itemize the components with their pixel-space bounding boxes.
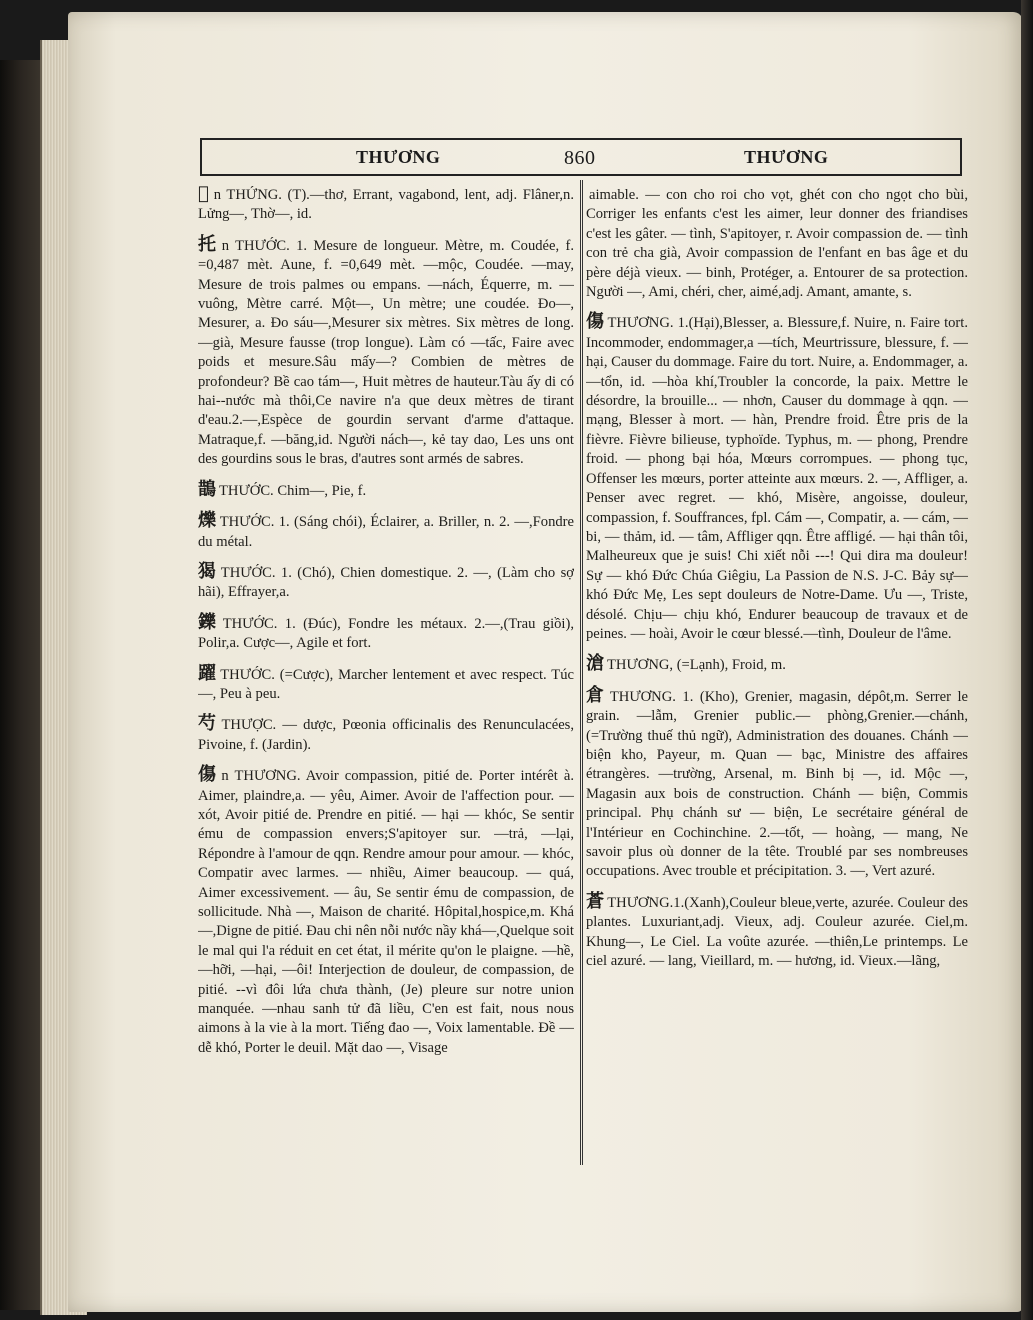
entry-text: THƯỢC. — dược, Pœonia officinalis des Renunculacées, Pivoine, f. (Jardin). — [198, 717, 574, 753]
entry-char: 猲 — [198, 560, 218, 582]
entry-text: n THƯƠNG. Avoir compassion, pitié de. Porter intérêt à. Aimer, plaindre,a. — yêu, Aimer. Avoir de l'affection pour. — xót, Avoir pitié de. Prendre en pitié. — hại — khóc, Se sentir ému de compassion envers;S'apitoyer sur. —trả, —lại, Répondre à l'amour de qqn. Rendre amour pour amour. — khóc, Compatir avec larmes. — nhiều, Aimer beaucoup. — quá, Aimer excessivement. — âu, Se sentir ému de compassion, de sollicitude. Nhà —, Maison de charité. Hôpital,hospice,m. Khá—,Digne de pitié. Đau chi nên nỗi nước nầy khá—,Quelque soit le mal qui l'a réduit en cet état, il mérite qu'on le plaigne. —hề, —hỡi, —hại, —ôi! Interjection de douleur, de compassion, de pitié. --vì đôi lứa chưa thành, (Je) pleure sur notre union manquée. —nhau sanh tử đã liều, C'en est fait, nous nous aimons à la vie à la mort. Tiếng đao —, Voix lamentable. Đề — dễ khó, Porter le deuil. Mặt dao —, Visage — [198, 768, 574, 1056]
entry-text: THƯỚC. (=Cược), Marcher lentement et avec respect. Túc—, Peu à peu. — [198, 666, 574, 702]
entry-char: 鵲 — [198, 478, 216, 500]
entry — [198, 511, 574, 552]
entry — [586, 312, 968, 644]
entry-char: 爍 — [198, 510, 217, 532]
entry-char: 躍 — [198, 662, 218, 684]
entry-char: 芍 — [198, 713, 219, 735]
entry — [198, 664, 574, 705]
entry — [586, 654, 968, 675]
entry-text: THƯỚC. 1. (Sáng chói), Éclairer, a. Briller, n. 2. —,Fondre du métal. — [198, 514, 574, 550]
entry — [198, 714, 574, 755]
entry-text: aimable. — con cho roi cho vọt, ghét con cho ngọt cho bùi, Corriger les enfants c'est les aimer, leur donner des friandises c'est les gâter. — tình, S'apitoyer, r. Avoir compassion de. — tình con trẻ cha già, Avoir compassion de l'enfant en bas âge et du père déjà vieux. — binh, Protéger, a. Entourer de sa protection. Người —, Ami, chéri, cher, aimé,adj. Amant, amante, s. — [586, 187, 968, 301]
entry-text: THƯỚC. Chim—, Pie, f. — [219, 482, 367, 499]
left-column — [198, 184, 574, 1169]
entry-text: THƯỚC. 1. (Đúc), Fondre les métaux. 2.—,(Trau giồi), Polir,a. Cược—, Agile et fort. — [198, 615, 574, 652]
entry-char: 傷 — [586, 311, 605, 333]
entry — [586, 892, 968, 972]
page-number: 860 — [564, 147, 596, 169]
entry — [198, 235, 574, 470]
entry — [198, 562, 574, 603]
entry-text: n THỨNG. (T).—thơ, Errant, vagabond, lent, adj. Flâner,n. Lửng—, Thờ—, id. — [198, 187, 574, 223]
entry-char: 蒼 — [586, 890, 605, 912]
column-divider — [580, 180, 583, 1165]
entry — [198, 480, 574, 501]
entry — [198, 613, 574, 654]
right-shadow — [1021, 0, 1033, 1320]
entry-char: 𠺟 — [198, 184, 211, 204]
entry-char: 滄 — [586, 653, 604, 675]
entry — [198, 765, 574, 1058]
entry-text: THƯƠNG. 1.(Hại),Blesser, a. Blessure,f. Nuire, n. Faire tort. Incommoder, endommager,a —tích, Meurtrissure, blessure, f. —hại, Causer du dommage. Faire du tort. Nuire, a. Endommager, a. —tổn, id. —hòa khí,Troubler la concorde, la paix. Mettre le désordre, la brouille... — nhơn, Causer du dommage à qqn. — mạng, Blesser à mort. — hàn, Prendre froid. Être pris de la fièvre. Fièvre bilieuse, typhoïde. Typhus, m. — phong, Prendre froid. — phong bại hóa, Mœurs corrompues. — phong tục, Offenser les mœurs, porter atteinte aux mœurs. 2. —, Affliger, a. Penser avec regret. — khó, Misère, angoisse, douleur, compassion, f. Souffrances, fpl. Cám —, Compatir, a. — cám, — bi, — thảm, id. — tâm, Affliger qqn. Être affligé. — hại thân tôi, Malheureux que je suis! Chi xiết nỗi ---! Qui dira ma douleur! Sự — khó Đức Chúa Giêgiu, La Passion de N.S. J-C. Bảy sự— khó Đức Mẹ, Les sept douleurs de Notre-Dame. Ưu —, Triste, désolé. Chịu— chịu khó, Endurer beaucoup de travaux et de peines. — hoài, Avoir le cœur blessé.—tình, Douleur de l'âme. — [586, 315, 968, 642]
header-right-word: THƯƠNG — [744, 147, 829, 167]
entry-char: 托 — [198, 233, 219, 255]
entry-text: n THƯỚC. 1. Mesure de longueur. Mètre, m. Coudée, f. =0,487 mèt. Aune, f. =0,649 mèt. —mộc, Coudée. —may, Mesure de trois palmes ou empans. —nách, Équerre, m. —vuông, Mètre carré. Một—, Un mètre; une coudée. Đo—, Mesurer, a. Đo sáu—,Mesurer six mètres. Six mètres de long. —già, Mesure fausse (trop longue). Làm có —tấc, Faire avec poids et mesure.Sâu mấy—? Combien de mètres de profondeur? Bề cao tám—, Huit mètres de hauteur.Tàu ấy di có hai--nước mà thôi,Ce navire n'a que deux mètres de tirant d'eau.2.—,Espèce de gourdin servant d'arme d'attaque. Matraque,f. —băng,id. Người nách—, kẻ tay dao, Les uns ont des gourdins sous le bras, d'autres sont armés de sabres. — [198, 237, 574, 468]
right-column — [586, 184, 968, 1169]
entry-text: THƯƠNG, (=Lạnh), Froid, m. — [607, 657, 786, 674]
entry — [586, 686, 968, 882]
running-header — [200, 138, 962, 176]
entry-text: THƯỚC. 1. (Chó), Chien domestique. 2. —, (Làm cho sợ hãi), Effrayer,a. — [198, 564, 574, 601]
entry-char: 傷 — [198, 764, 219, 786]
entry — [198, 184, 574, 225]
entry-text: THƯƠNG. 1. (Kho), Grenier, magasin, dépôt,m. Serrer le grain. —lẫm, Grenier public.— phòng,Grenier.—chánh,(=Trường thuế thủ ngữ), Administration des douanes. Chánh — biện kho, Payeur, m. Quan — bạc, Ministre des affaires étrangères. —trường, Arsenal, m. Binh bị —, id. Mộc —, Magasin aux bois de construction. Chánh — biện, Commis principal. Phụ chánh sư — biện, Le secrétaire général de l'Intérieur en Cochinchine. 2.—tốt, — hoàng, — mang, Ne savoir plus où donner de la tête. Troublé par ses nombreuses occupations. Avec trouble et précipitation. 3. —, Vert azuré. — [586, 688, 968, 880]
entry — [586, 184, 968, 302]
entry-text: THƯƠNG.1.(Xanh),Couleur bleue,verte, azurée. Couleur des plantes. Luxuriant,adj. Vieux, adj. Couleur azurée. Ciel,m. Khung—, Le Ciel. La voûte azurée. —thiên,Le printemps. Le ciel azuré. — lang, Vieillard, m. — hương, id. Vieux.—lãng, — [586, 894, 968, 970]
entry-char: 鑠 — [198, 611, 220, 633]
entry-char: 倉 — [586, 684, 607, 706]
header-left-word: THƯƠNG — [356, 147, 441, 167]
